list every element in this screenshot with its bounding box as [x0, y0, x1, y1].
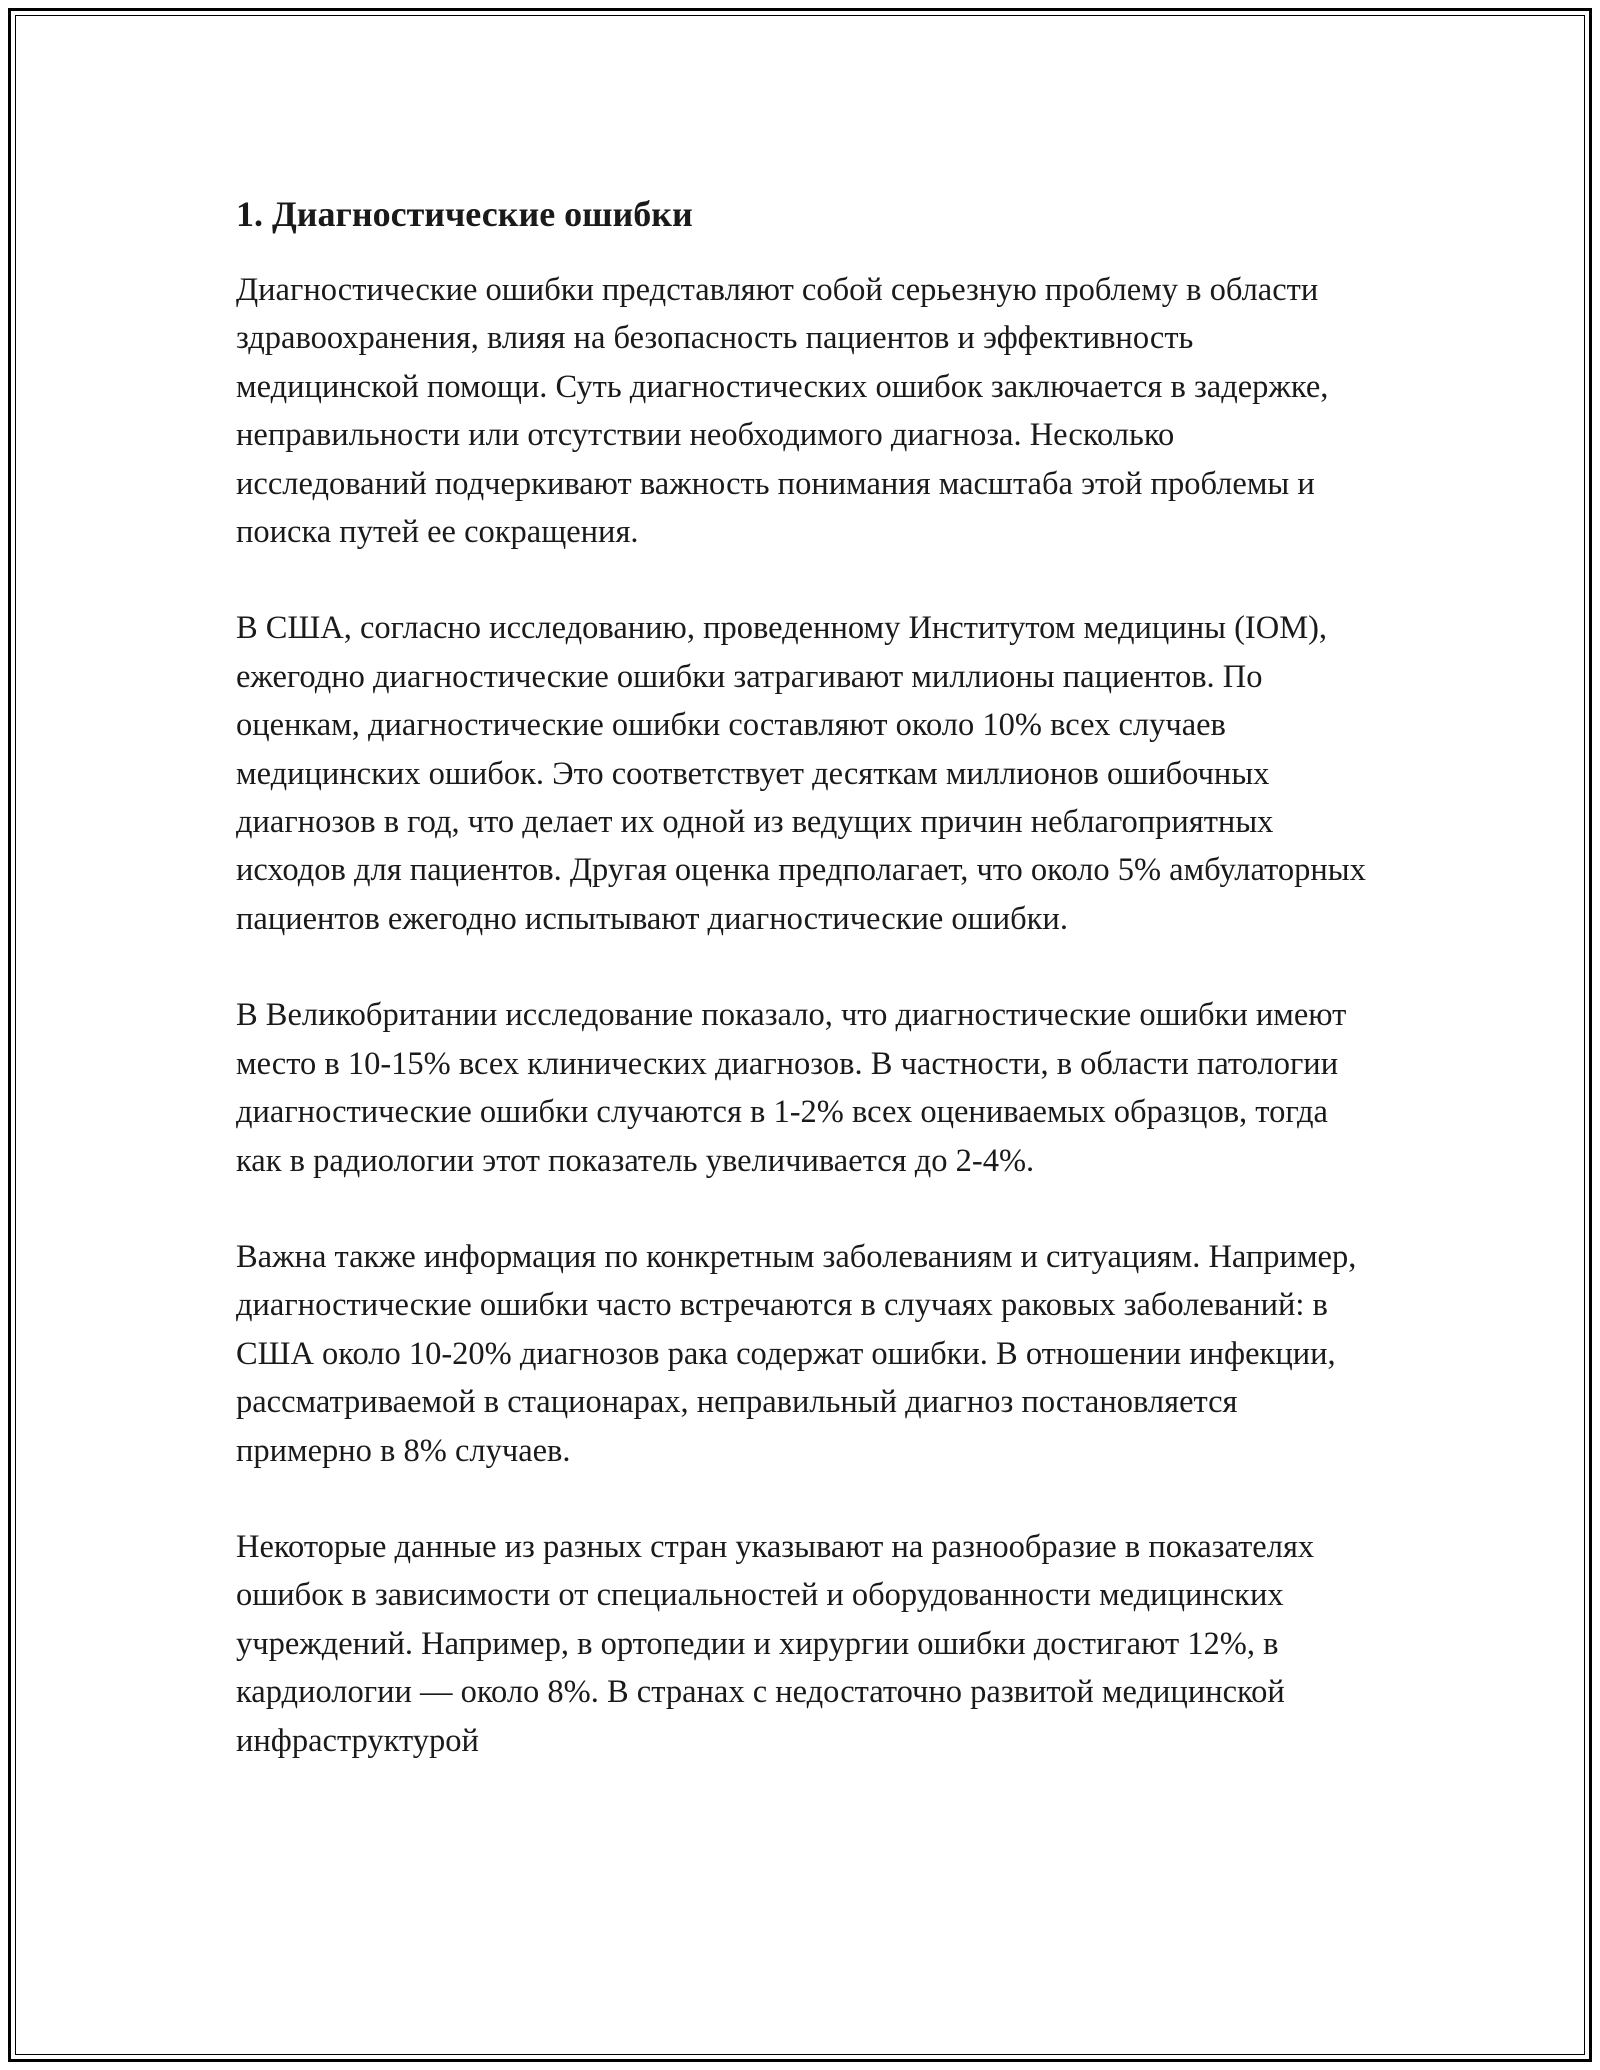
section-heading: 1. Диагностические ошибки — [236, 194, 693, 234]
paragraph-2: В США, согласно исследованию, проведенному Институтом медицины (IOM), ежегодно диагностические ошибки затрагивают миллионы пациентов. По оценкам, диагностические ошибки составляют около 10% всех случаев медицинских ошибок. Это соответствует десяткам миллионов ошибочных диагнозов в год, что делает их одной из ведущих причин неблагоприятных исходов для пациентов. Другая оценка предполагает, что около 5% амбулаторных пациентов ежегодно испытывают диагностические ошибки. — [236, 610, 1366, 937]
paragraph-3: В Великобритании исследование показало, что диагностические ошибки имеют место в 10-15% всех клинических диагнозов. В частности, в области патологии диагностические ошибки случаются в 1-2% всех оцениваемых образцов, тогда как в радиологии этот показатель увеличивается до 2-4%. — [236, 997, 1347, 1179]
paragraph-1: Диагностические ошибки представляют собой серьезную проблему в области здравоохранения, влияя на безопасность пациентов и эффективность медицинской помощи. Суть диагностических ошибок заключается в задержке, неправильности или отсутствии необходимого диагноза. Несколько исследований подчеркивают важность понимания масштаба этой проблемы и поиска путей ее сокращения. — [236, 272, 1329, 551]
document-body — [236, 186, 1366, 1813]
paragraph-4: Важна также информация по конкретным заболеваниям и ситуациям. Например, диагностические ошибки часто встречаются в случаях раковых заболеваний: в США около 10-20% диагнозов рака содержат ошибки. В отношении инфекции, рассматриваемой в стационарах, неправильный диагноз постановляется примерно в 8% случаев. — [236, 1238, 1357, 1469]
paragraph-5: Некоторые данные из разных стран указывают на разнообразие в показателях ошибок в зависимости от специальностей и оборудованности медицинских учреждений. Например, в ортопедии и хирургии ошибки достигают 12%, в кардиологии — около 8%. В странах с недостаточно развитой медицинской инфраструктурой — [236, 1528, 1315, 1759]
